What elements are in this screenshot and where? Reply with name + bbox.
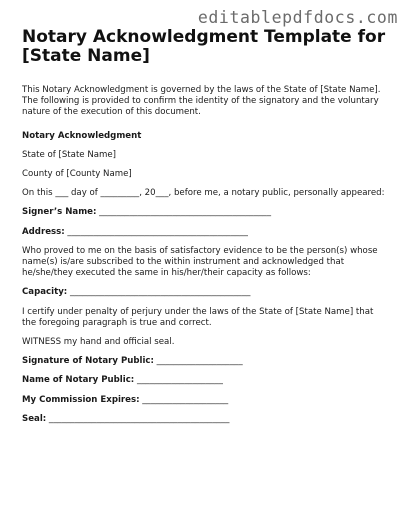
seal-label: Seal: — [22, 413, 47, 424]
commission-expires-field[interactable] — [22, 395, 390, 406]
state-line: State of [State Name] — [22, 149, 117, 160]
appeared-line: On this ___ day of _________, 20___, before me, a notary public, personally appeared: — [22, 188, 385, 199]
certify-paragraph: I certify under penalty of perjury under the laws of the State of [State Name] that the foregoing paragraph is true and correct. — [22, 306, 374, 328]
notary-signature-field[interactable] — [22, 356, 390, 367]
document — [22, 28, 390, 425]
document-title: Notary Acknowledgment Template for [State Name] — [22, 27, 386, 66]
capacity-field[interactable] — [22, 287, 390, 298]
address-blank[interactable]: __________________________________________ — [64, 226, 248, 237]
capacity-label: Capacity: — [22, 287, 68, 298]
notary-signature-label: Signature of Notary Public: — [22, 356, 154, 367]
notary-name-blank[interactable]: ____________________ — [134, 375, 223, 386]
notary-name-field[interactable] — [22, 375, 390, 386]
intro-paragraph: This Notary Acknowledgment is governed by the laws of the State of [State Name]. The following is provided to confirm the identity of the signatory and the voluntary nature of the execution of this document. — [22, 85, 381, 118]
seal-blank[interactable]: __________________________________________ — [46, 413, 230, 424]
witness-line: WITNESS my hand and official seal. — [22, 337, 175, 348]
signer-name-blank[interactable]: ________________________________________ — [96, 207, 272, 218]
signer-name-field[interactable] — [22, 207, 390, 218]
commission-expires-label: My Commission Expires: — [22, 394, 140, 405]
section-heading: Notary Acknowledgment — [22, 130, 142, 141]
county-line: County of [County Name] — [22, 169, 132, 180]
notary-signature-blank[interactable]: ____________________ — [153, 356, 243, 367]
seal-field[interactable] — [22, 414, 390, 425]
commission-expires-blank[interactable]: ____________________ — [139, 394, 229, 405]
notary-name-label: Name of Notary Public: — [22, 375, 135, 386]
signer-name-label: Signer’s Name: — [22, 207, 97, 218]
capacity-blank[interactable]: __________________________________________ — [67, 287, 251, 298]
proof-paragraph: Who proved to me on the basis of satisfactory evidence to be the person(s) whose name(s) is/are subscribed to the within instrument and acknowledged that he/she/they executed the same in his/her/their capacity as follows: — [22, 245, 378, 279]
site-watermark: editablepdfdocs.com — [197, 8, 398, 27]
address-field[interactable] — [22, 227, 390, 238]
address-label: Address: — [22, 226, 65, 237]
